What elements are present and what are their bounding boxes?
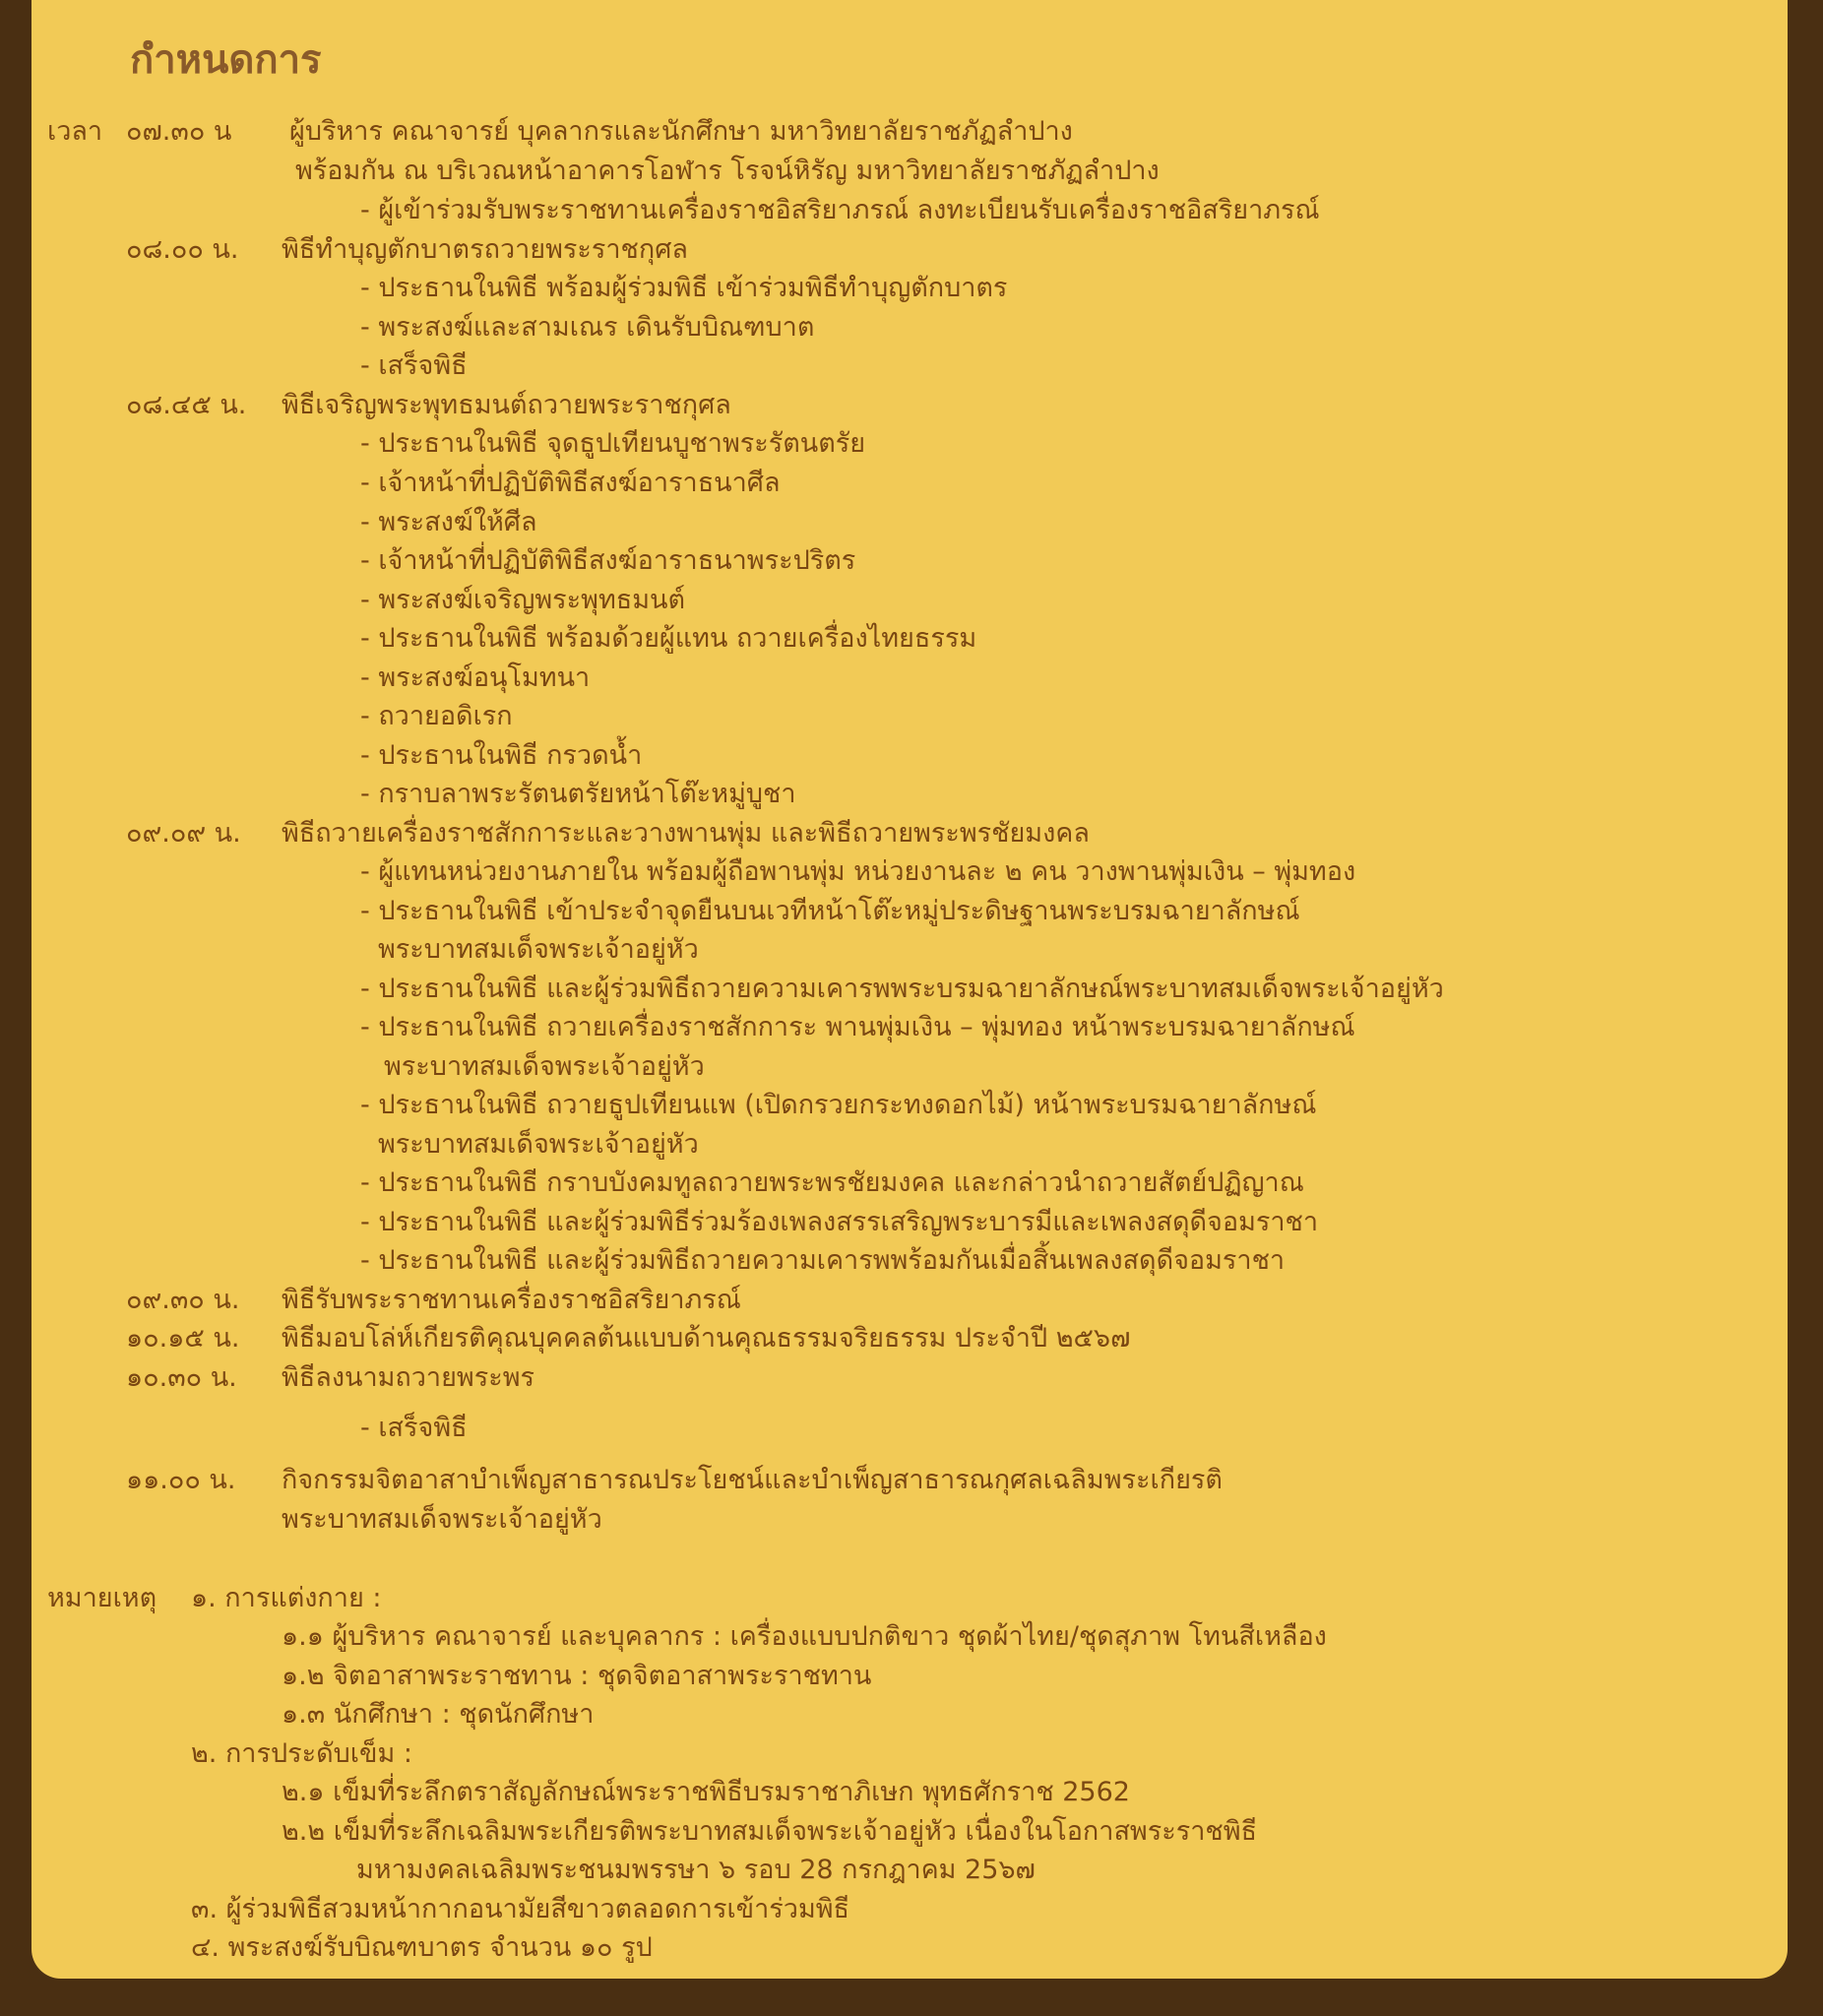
schedule-line: พระบาทสมเด็จพระเจ้าอยู่หัว [378,934,699,965]
schedule-line: พระบาทสมเด็จพระเจ้าอยู่หัว [282,1504,602,1535]
schedule-line: ๑๐.๓๐ น. [126,1362,237,1393]
schedule-line: - ผู้เข้าร่วมรับพระราชทานเครื่องราชอิสริยาภรณ์ ลงทะเบียนรับเครื่องราชอิสริยาภรณ์ [360,195,1320,225]
schedule-line: - ประธานในพิธี และผู้ร่วมพิธีร่วมร้องเพลงสรรเสริญพระบารมีและเพลงสดุดีจอมราชา [360,1207,1319,1237]
schedule-line: ๑. การแต่งกาย : [191,1583,382,1613]
schedule-line: - ประธานในพิธี จุดธูปเทียนบูชาพระรัตนตรัย [360,428,866,459]
schedule-line: ๒.๒ เข็มที่ระลึกเฉลิมพระเกียรติพระบาทสมเด็จพระเจ้าอยู่หัว เนื่องในโอกาสพระราชพิธี [282,1816,1257,1847]
schedule-line: - ประธานในพิธี กราบบังคมทูลถวายพระพรชัยมงคล และกล่าวนำถวายสัตย์ปฏิญาณ [360,1167,1304,1198]
schedule-line: พิธีลงนามถวายพระพร [282,1362,535,1393]
schedule-line: - พระสงฆ์และสามเณร เดินรับบิณฑบาต [360,312,815,343]
schedule-line: ๒. การประดับเข็ม : [191,1738,412,1769]
schedule-line: ๑๑.๐๐ น. [126,1465,236,1495]
schedule-line: เวลา [47,116,103,147]
schedule-line: พร้อมกัน ณ บริเวณหน้าอาคารโอฬาร โรจน์หิรัญ มหาวิทยาลัยราชภัฏลำปาง [295,156,1160,186]
schedule-line: - ประธานในพิธี ถวายธูปเทียนแพ (เปิดกรวยกระทงดอกไม้) หน้าพระบรมฉายาลักษณ์ [360,1090,1317,1120]
schedule-line: มหามงคลเฉลิมพระชนมพรรษา ๖ รอบ 28 กรกฎาคม 25๖๗ [356,1855,1036,1885]
schedule-line: กิจกรรมจิตอาสาบำเพ็ญสาธารณประโยชน์และบำเพ็ญสาธารณกุศลเฉลิมพระเกียรติ [282,1465,1223,1495]
schedule-panel [31,0,1788,1979]
schedule-line: - พระสงฆ์เจริญพระพุทธมนต์ [360,585,686,615]
schedule-line: ๑.๓ นักศึกษา : ชุดนักศึกษา [282,1699,595,1730]
schedule-line: พิธีเจริญพระพุทธมนต์ถวายพระราชกุศล [282,390,731,420]
schedule-line: - พระสงฆ์อนุโมทนา [360,662,591,693]
schedule-line: - ประธานในพิธี ถวายเครื่องราชสักการะ พานพุ่มเงิน – พุ่มทอง หน้าพระบรมฉายาลักษณ์ [360,1012,1355,1042]
schedule-line: - ประธานในพิธี พร้อมผู้ร่วมพิธี เข้าร่วมพิธีทำบุญตักบาตร [360,273,1008,303]
schedule-line: ผู้บริหาร คณาจารย์ บุคลากรและนักศึกษา มหาวิทยาลัยราชภัฏลำปาง [289,116,1073,147]
schedule-line: - ประธานในพิธี และผู้ร่วมพิธีถวายความเคารพพระบรมฉายาลักษณ์พระบาทสมเด็จพระเจ้าอยู่หัว [360,974,1444,1004]
schedule-line: - ถวายอดิเรก [360,701,513,731]
schedule-line: - ประธานในพิธี เข้าประจำจุดยืนบนเวทีหน้าโต๊ะหมู่ประดิษฐานพระบรมฉายาลักษณ์ [360,896,1300,926]
schedule-line: - ประธานในพิธี กรวดน้ำ [360,740,643,771]
schedule-line: พิธีทำบุญตักบาตรถวายพระราชกุศล [282,234,688,265]
schedule-line: ๐๘.๔๕ น. [126,390,247,420]
schedule-line: พิธีถวายเครื่องราชสักการะและวางพานพุ่ม และพิธีถวายพระพรชัยมงคล [282,818,1090,849]
schedule-line: ๑.๒ จิตอาสาพระราชทาน : ชุดจิตอาสาพระราชทาน [282,1661,872,1691]
schedule-line: ๓. ผู้ร่วมพิธีสวมหน้ากากอนามัยสีขาวตลอดการเข้าร่วมพิธี [191,1894,850,1924]
schedule-line: ๐๙.๓๐ น. [126,1285,240,1315]
schedule-line: พระบาทสมเด็จพระเจ้าอยู่หัว [384,1051,705,1082]
schedule-line: - เจ้าหน้าที่ปฏิบัติพิธีสงฆ์อาราธนาพระปริตร [360,545,856,576]
schedule-line: - ผู้แทนหน่วยงานภายใน พร้อมผู้ถือพานพุ่ม หน่วยงานละ ๒ คน วางพานพุ่มเงิน – พุ่มทอง [360,856,1356,887]
schedule-line: ๐๙.๐๙ น. [126,818,241,849]
page-title: กำหนดการ [130,37,322,83]
schedule-line: พระบาทสมเด็จพระเจ้าอยู่หัว [378,1129,699,1160]
schedule-line: ๑.๑ ผู้บริหาร คณาจารย์ และบุคลากร : เครื่องแบบปกติขาว ชุดผ้าไทย/ชุดสุภาพ โทนสีเหลือง [282,1621,1327,1652]
schedule-line: - เจ้าหน้าที่ปฏิบัติพิธีสงฆ์อาราธนาศีล [360,468,781,498]
schedule-line: ๐๘.๐๐ น. [126,234,239,265]
schedule-line: - ประธานในพิธี พร้อมด้วยผู้แทน ถวายเครื่องไทยธรรม [360,623,977,654]
schedule-line: พิธีมอบโล่ห์เกียรติคุณบุคคลต้นแบบด้านคุณธรรมจริยธรรม ประจำปี ๒๕๖๗ [282,1323,1131,1354]
schedule-line: ๐๗.๓๐ น [126,116,232,147]
schedule-line: พิธีรับพระราชทานเครื่องราชอิสริยาภรณ์ [282,1285,741,1315]
schedule-line: ๑๐.๑๕ น. [126,1323,240,1354]
schedule-line: ๔. พระสงฆ์รับบิณฑบาตร จำนวน ๑๐ รูป [191,1932,653,1963]
schedule-line: - กราบลาพระรัตนตรัยหน้าโต๊ะหมู่บูชา [360,779,796,809]
schedule-line: - ประธานในพิธี และผู้ร่วมพิธีถวายความเคารพพร้อมกันเมื่อสิ้นเพลงสดุดีจอมราชา [360,1245,1286,1276]
schedule-line: หมายเหตุ [47,1583,157,1613]
schedule-line: - เสร็จพิธี [360,350,468,381]
schedule-line: ๒.๑ เข็มที่ระลึกตราสัญลักษณ์พระราชพิธีบรมราชาภิเษก พุทธศักราช 2562 [282,1777,1130,1807]
schedule-line: - เสร็จพิธี [360,1413,468,1443]
schedule-line: - พระสงฆ์ให้ศีล [360,507,537,537]
